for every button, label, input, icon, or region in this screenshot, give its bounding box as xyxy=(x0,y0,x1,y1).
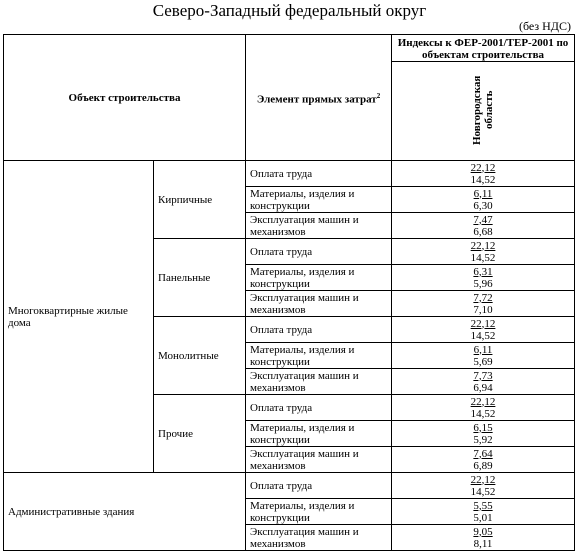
index-cell xyxy=(392,343,575,369)
index-cell xyxy=(392,213,575,239)
index-fer: 9,05 xyxy=(473,525,493,538)
element-cell: Материалы, изделия и конструкции xyxy=(246,343,392,369)
index-fer: 22,12 xyxy=(470,395,496,408)
index-fer: 6,15 xyxy=(473,421,493,434)
element-cell: Материалы, изделия и конструкции xyxy=(246,265,392,291)
index-ter: 14,52 xyxy=(470,329,496,342)
element-cell: Эксплуатация машин и механизмов xyxy=(246,525,392,551)
index-cell xyxy=(392,161,575,187)
index-ter: 6,94 xyxy=(473,381,493,394)
index-fer: 6,11 xyxy=(473,343,493,356)
index-ter: 6,89 xyxy=(473,459,493,472)
index-fer: 7,64 xyxy=(473,447,493,460)
index-ter: 6,30 xyxy=(473,199,493,212)
subtype-cell: Кирпичные xyxy=(154,161,246,239)
vat-note: (без НДС) xyxy=(518,19,571,33)
table-row xyxy=(4,473,575,499)
index-cell xyxy=(392,447,575,473)
element-cell: Эксплуатация машин и механизмов xyxy=(246,447,392,473)
element-cell: Эксплуатация машин и механизмов xyxy=(246,213,392,239)
element-cell: Оплата труда xyxy=(246,239,392,265)
header-region-label: Новгородская область xyxy=(471,74,496,145)
index-ter: 5,96 xyxy=(473,277,493,290)
header-element-label: Элемент прямых затрат xyxy=(256,93,377,106)
object-cell: Многоквартирные жилые дома xyxy=(4,161,154,473)
index-fer: 7,47 xyxy=(473,213,493,226)
index-fer: 6,31 xyxy=(473,265,493,278)
index-cell xyxy=(392,291,575,317)
element-cell: Материалы, изделия и конструкции xyxy=(246,499,392,525)
index-fer: 7,72 xyxy=(473,291,493,304)
index-cell xyxy=(392,369,575,395)
index-cell xyxy=(392,317,575,343)
index-cell xyxy=(392,525,575,551)
index-fer: 6,11 xyxy=(473,187,493,200)
index-ter: 5,92 xyxy=(473,433,493,446)
index-cell xyxy=(392,239,575,265)
header-element-footnote: 2 xyxy=(376,91,381,100)
index-fer: 22,12 xyxy=(470,473,496,486)
index-fer: 22,12 xyxy=(470,161,496,174)
index-ter: 6,68 xyxy=(473,225,493,238)
element-cell: Эксплуатация машин и механизмов xyxy=(246,369,392,395)
header-element xyxy=(246,35,392,161)
index-cell xyxy=(392,187,575,213)
subtype-cell: Панельные xyxy=(154,239,246,317)
table-row xyxy=(4,161,575,187)
index-ter: 14,52 xyxy=(470,251,496,264)
header-indices: Индексы к ФЕР-2001/ТЕР-2001 по объектам строительства xyxy=(392,35,575,62)
index-ter: 7,10 xyxy=(473,303,493,316)
index-ter: 5,69 xyxy=(473,355,493,368)
subtype-cell: Прочие xyxy=(154,395,246,473)
index-cell xyxy=(392,421,575,447)
element-cell: Оплата труда xyxy=(246,161,392,187)
element-cell: Материалы, изделия и конструкции xyxy=(246,421,392,447)
index-ter: 14,52 xyxy=(470,485,496,498)
index-cell xyxy=(392,395,575,421)
header-object: Объект строительства xyxy=(4,35,246,161)
element-cell: Эксплуатация машин и механизмов xyxy=(246,291,392,317)
index-fer: 7,73 xyxy=(473,369,493,382)
object-cell: Административные здания xyxy=(4,473,246,551)
index-cell xyxy=(392,473,575,499)
subtype-cell: Монолитные xyxy=(154,317,246,395)
indices-table xyxy=(3,34,575,551)
table-body xyxy=(4,161,575,551)
element-cell: Оплата труда xyxy=(246,473,392,499)
index-fer: 22,12 xyxy=(470,317,496,330)
index-ter: 14,52 xyxy=(470,173,496,186)
header-region xyxy=(392,62,575,161)
page-title: Северо-Западный федеральный округ xyxy=(152,1,427,20)
element-cell: Оплата труда xyxy=(246,317,392,343)
element-cell: Материалы, изделия и конструкции xyxy=(246,187,392,213)
index-fer: 22,12 xyxy=(470,239,496,252)
index-ter: 5,01 xyxy=(473,511,493,524)
index-cell xyxy=(392,499,575,525)
index-fer: 5,55 xyxy=(473,499,493,512)
index-ter: 14,52 xyxy=(470,407,496,420)
index-ter: 8,11 xyxy=(473,537,493,550)
element-cell: Оплата труда xyxy=(246,395,392,421)
index-cell xyxy=(392,265,575,291)
